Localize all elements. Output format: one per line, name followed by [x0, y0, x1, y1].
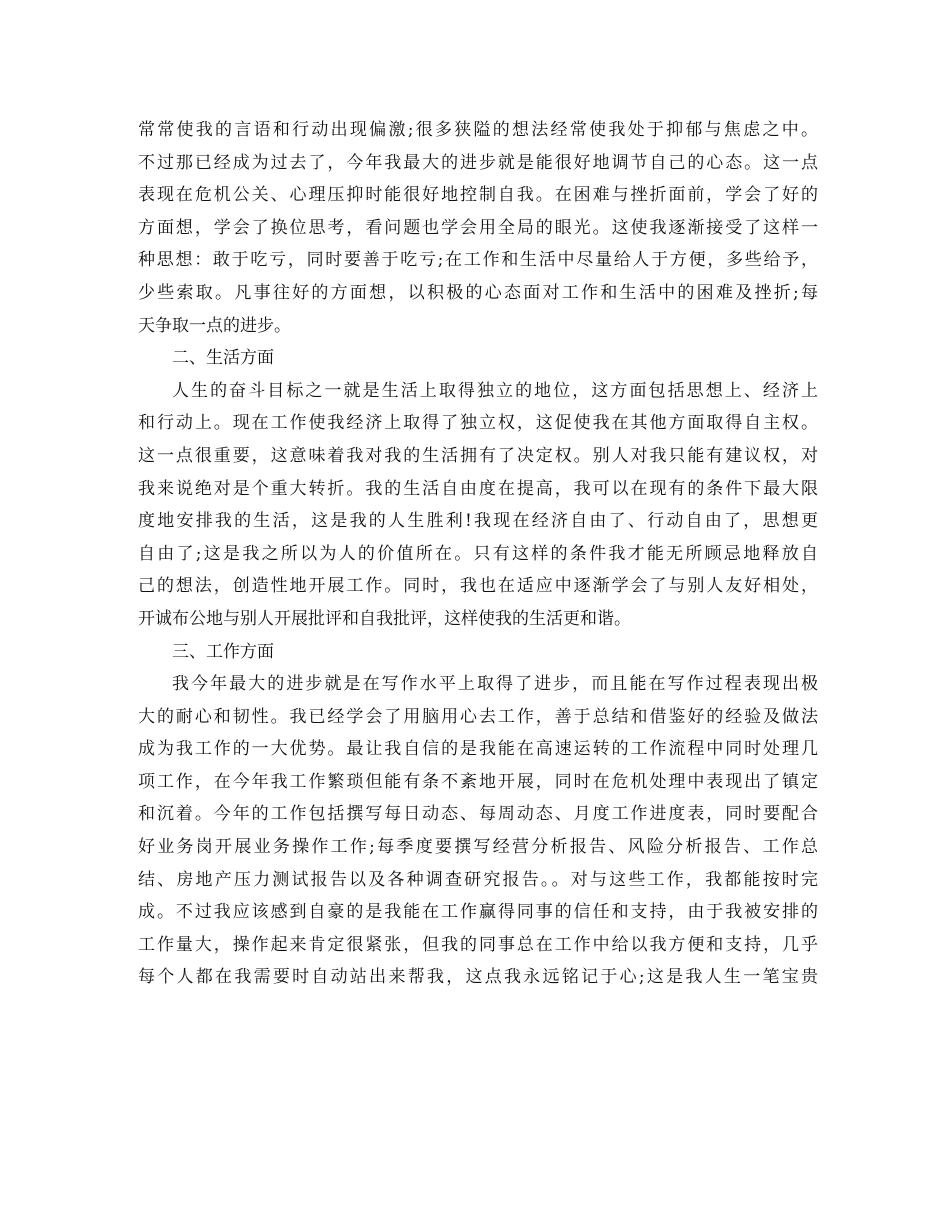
- text-line: 方面想，学会了换位思考，看问题也学会用全局的眼光。这使我逐渐接受了这样一: [138, 217, 818, 238]
- text-line: 表现在危机公关、心理压抑时能很好地控制自我。在困难与挫折面前，学会了好的: [138, 185, 818, 206]
- document-body: [138, 114, 818, 994]
- text-line: 成。不过我应该感到自豪的是我能在工作赢得同事的信任和支持，由于我被安排的: [138, 902, 818, 923]
- text-line: 这一点很重要，这意味着我对我的生活拥有了决定权。别人对我只能有建议权，对: [138, 445, 818, 466]
- section-heading-work: 三、工作方面: [172, 641, 274, 662]
- text-line: 不过那已经成为过去了，今年我最大的进步就是能很好地调节自己的心态。这一点: [138, 152, 818, 173]
- text-line: 天争取一点的进步。: [138, 315, 291, 336]
- text-line: 结、房地产压力测试报告以及各种调查研究报告。。对与这些工作，我都能按时完: [138, 869, 818, 890]
- text-line: 好业务岗开展业务操作工作;每季度要撰写经营分析报告、风险分析报告、工作总: [138, 837, 818, 858]
- text-line: 大的耐心和韧性。我已经学会了用脑用心去工作，善于总结和借鉴好的经验及做法: [138, 706, 818, 727]
- text-line: 工作量大，操作起来肯定很紧张，但我的同事总在工作中给以我方便和支持，几乎: [138, 934, 818, 955]
- text-line: 和沉着。今年的工作包括撰写每日动态、每周动态、月度工作进度表，同时要配合: [138, 804, 818, 825]
- text-line: 自由了;这是我之所以为人的价值所在。只有这样的条件我才能无所顾忌地释放自: [138, 543, 818, 564]
- paragraph-life: [138, 375, 818, 636]
- text-line: 种思想：敢于吃亏，同时要善于吃亏;在工作和生活中尽量给人于方便，多些给予，: [138, 250, 818, 271]
- text-line: 少些索取。凡事往好的方面想，以积极的心态面对工作和生活中的困难及挫折;每: [138, 282, 818, 303]
- text-line: 常常使我的言语和行动出现偏激;很多狭隘的想法经常使我处于抑郁与焦虑之中。: [138, 120, 818, 140]
- text-line: 人生的奋斗目标之一就是生活上取得独立的地位，这方面包括思想上、经济上: [172, 380, 818, 401]
- paragraph-work: [138, 668, 818, 994]
- text-line: 成为我工作的一大优势。最让我自信的是我能在高速运转的工作流程中同时处理几: [138, 739, 818, 760]
- text-line: 和行动上。现在工作使我经济上取得了独立权，这促使我在其他方面取得自主权。: [138, 413, 818, 434]
- paragraph-self-improvement: [138, 114, 818, 342]
- text-line: 项工作，在今年我工作繁琐但能有条不紊地开展，同时在危机处理中表现出了镇定: [138, 771, 818, 792]
- text-line: 开诚布公地与别人开展批评和自我批评，这样使我的生活更和谐。: [138, 608, 631, 629]
- text-line: 我来说绝对是个重大转折。我的生活自由度在提高，我可以在现有的条件下最大限: [138, 478, 818, 499]
- text-line: 我今年最大的进步就是在写作水平上取得了进步，而且能在写作过程表现出极: [172, 674, 818, 695]
- text-line: 每个人都在我需要时自动站出来帮我，这点我永远铭记于心;这是我人生一笔宝贵: [138, 967, 818, 988]
- text-line: 己的想法，创造性地开展工作。同时，我也在适应中逐渐学会了与别人友好相处，: [138, 576, 818, 597]
- text-line: 度地安排我的生活，这是我的人生胜利!我现在经济自由了、行动自由了，思想更: [138, 511, 818, 532]
- section-heading-life: 二、生活方面: [172, 348, 274, 369]
